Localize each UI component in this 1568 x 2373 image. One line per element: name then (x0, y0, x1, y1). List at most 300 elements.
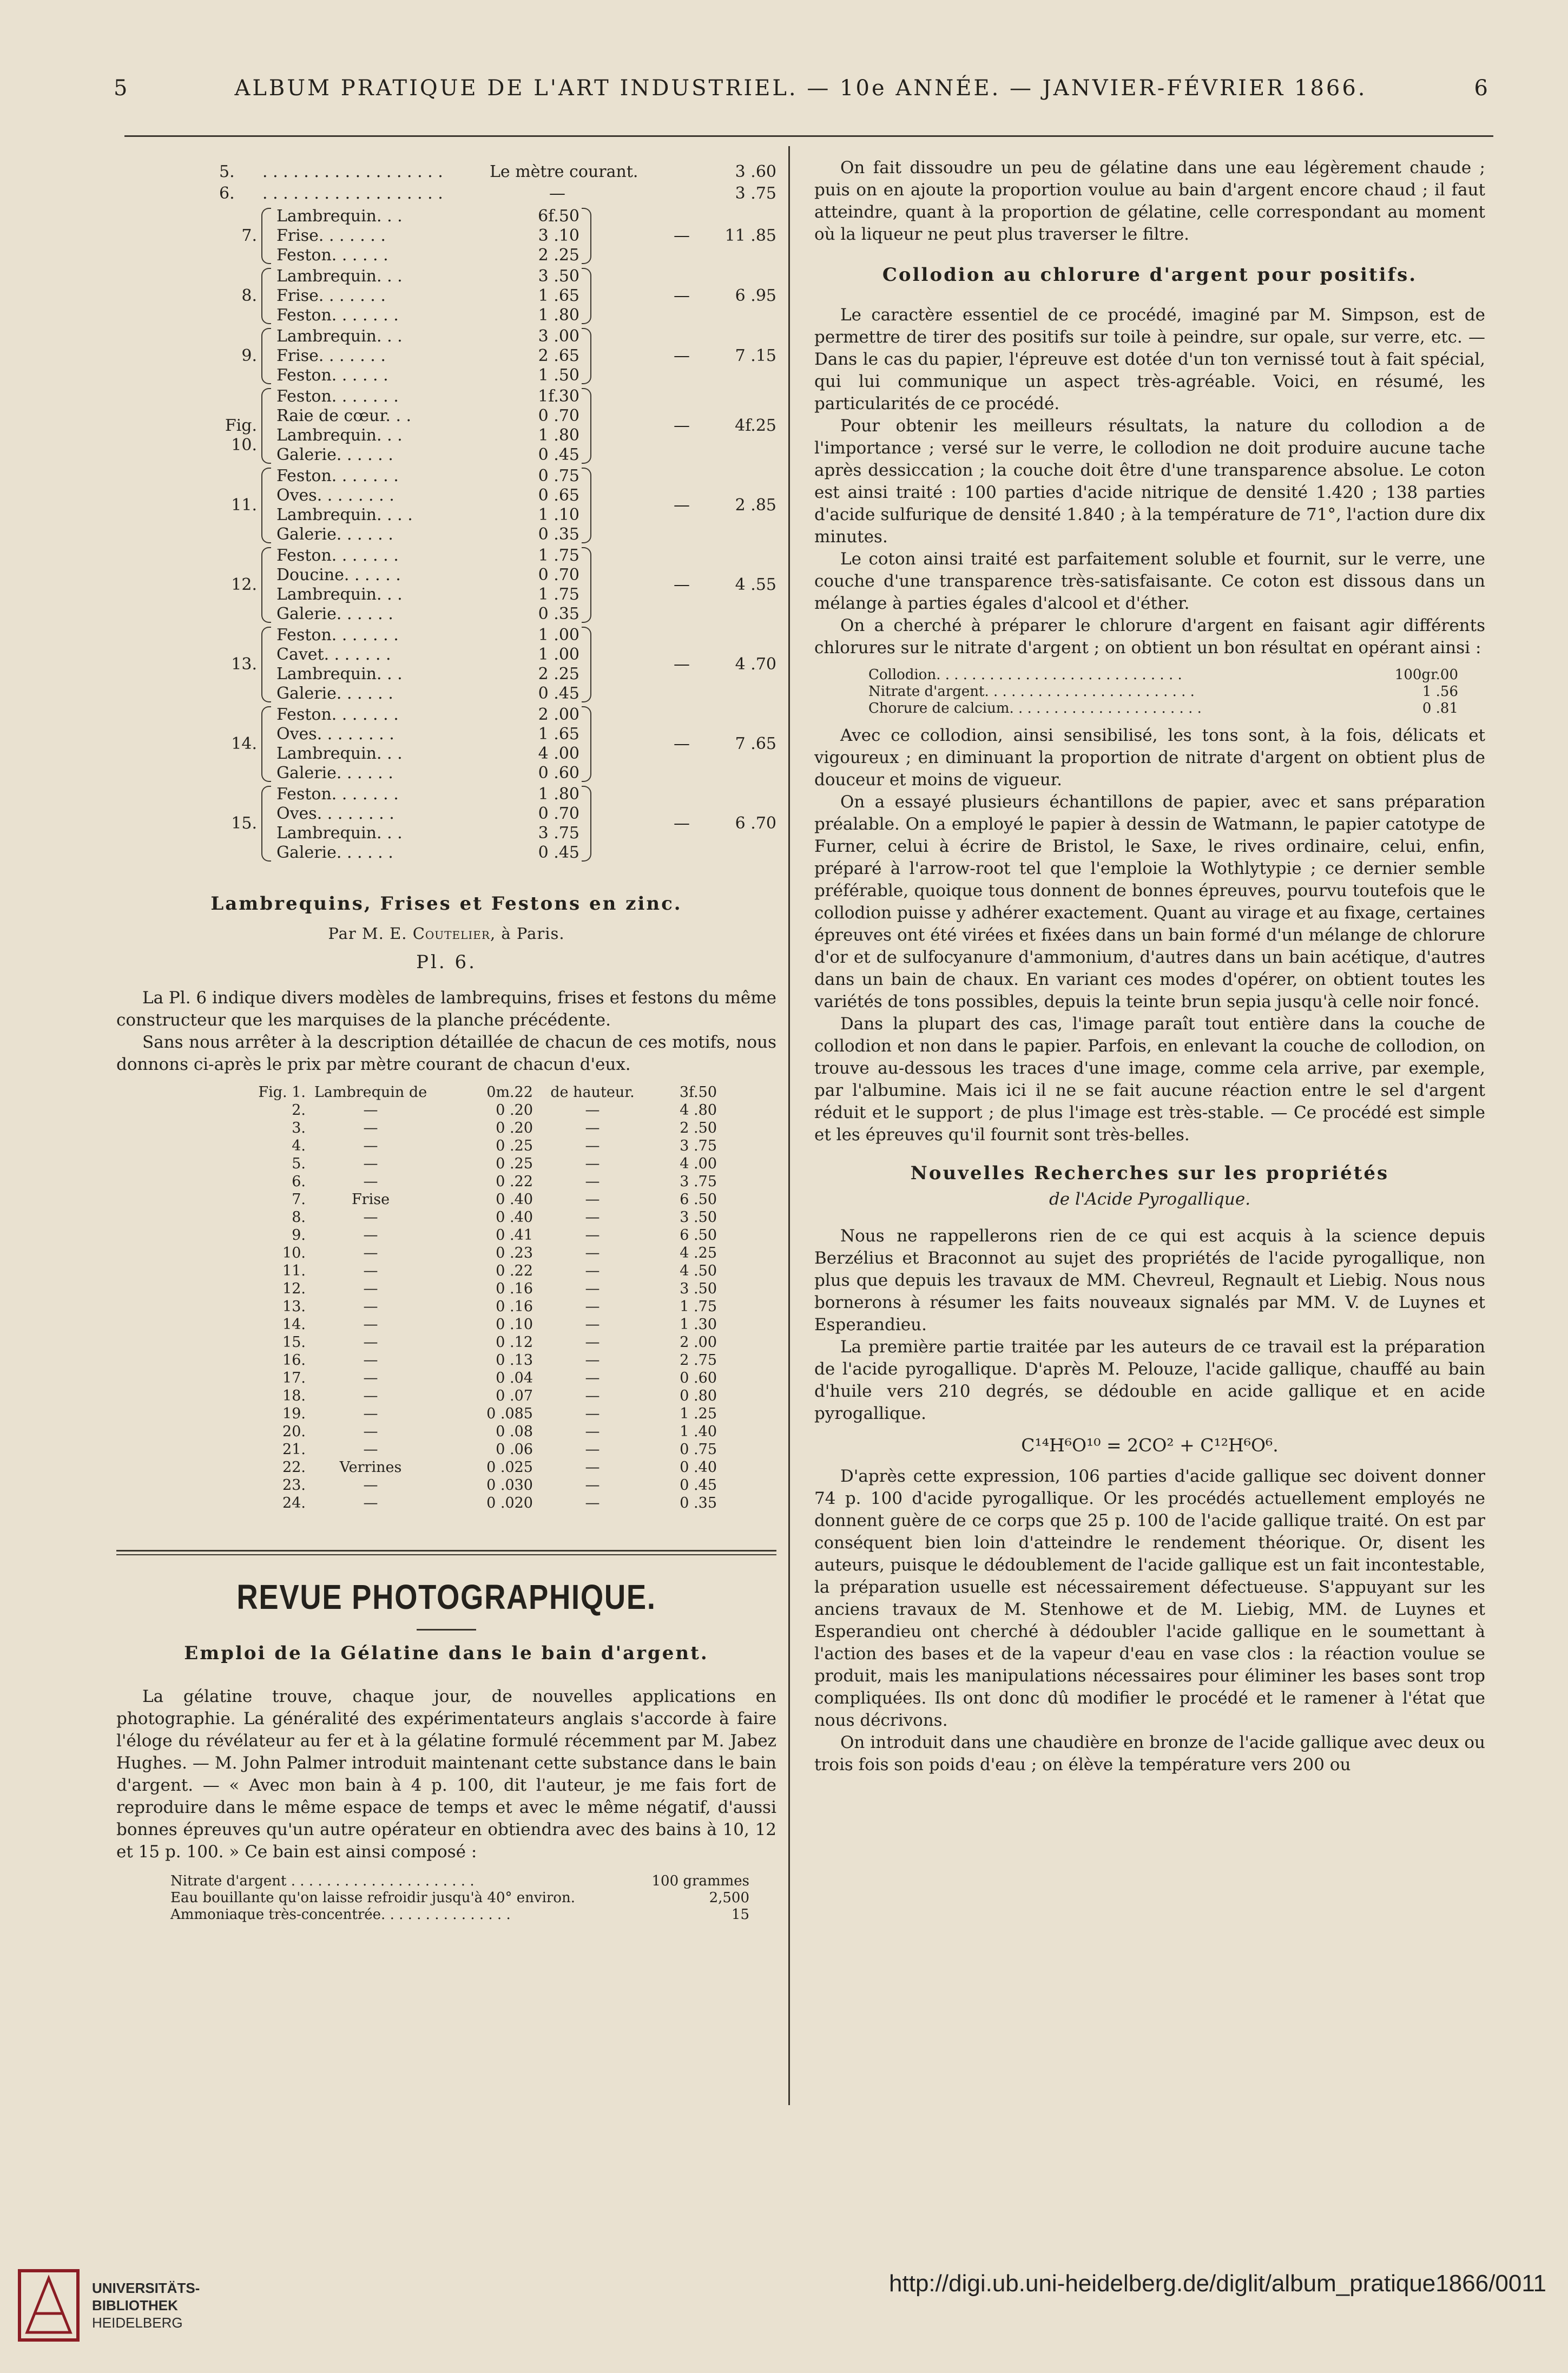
item-type: — (363, 1280, 378, 1297)
height-label: — (585, 1209, 600, 1226)
table-row (116, 1494, 776, 1512)
table-row (116, 1262, 776, 1280)
item-type: — (363, 1405, 378, 1422)
figure-number: 3. (292, 1120, 306, 1136)
table-row (116, 1119, 776, 1137)
height-value: 0 .20 (496, 1120, 533, 1136)
figure-number: 23. (282, 1477, 306, 1494)
price-value: 2 .00 (680, 1334, 717, 1351)
list-item (814, 667, 1485, 683)
price-group (116, 327, 776, 385)
page-number-right: 6 (1474, 76, 1488, 101)
price-value: 3f.50 (679, 1084, 717, 1101)
paragraph: La première partie traitée par les auteurs de ce travail est la préparation de l'acide pyrogallique. D'après M. Pelouze, l'acide gallique, chauffé au bain d'huile vers 210 degrés, se dédouble en acide gallique et en acide pyrogallique. (814, 1337, 1485, 1423)
figure-number: 15. (282, 1334, 306, 1351)
group-item (276, 604, 579, 624)
figure-number: 22. (282, 1459, 306, 1476)
table-row (116, 1441, 776, 1458)
item-type: — (363, 1316, 378, 1333)
paragraph: Nous ne rappellerons rien de ce qui est acquis à la science depuis Berzélius et Braconnot au sujet des propriétés de l'acide pyrogallique, non plus que depuis les travaux de MM. Chevreul, Regnault et Liebig. Nous nous bornerons à résumer les faits nouveaux signalés par MM. V. de Luynes et Esperandieu. (814, 1226, 1485, 1335)
price-group (116, 785, 776, 863)
item-price: 0 .35 (538, 604, 579, 623)
figure-number: 17. (282, 1370, 306, 1386)
group-item (276, 366, 579, 385)
item-price: 1 .00 (538, 645, 579, 664)
group-item (276, 207, 579, 226)
item-label: Feston. . . . . . . (276, 306, 399, 325)
brace-right (582, 627, 591, 702)
group-item (276, 744, 579, 764)
list-item (116, 1907, 776, 1923)
price-group (116, 546, 776, 624)
table-row (116, 1458, 776, 1476)
column-rule (788, 146, 790, 2105)
group-item (276, 226, 579, 246)
group-item (276, 406, 579, 426)
logo-line: UNIVERSITÄTS- (92, 2280, 200, 2296)
item-price: 1 .50 (538, 366, 579, 385)
figure-number: 18. (282, 1388, 306, 1404)
logo-line: BIBLIOTHEK (92, 2297, 178, 2313)
height-label: — (585, 1102, 600, 1119)
figure-number: 5. (292, 1155, 306, 1172)
revue-title: REVUE PHOTOGRAPHIQUE. (236, 1577, 656, 1616)
height-value: 0 .22 (496, 1263, 533, 1279)
page-number-left: 5 (114, 76, 128, 101)
item-label: Feston. . . . . . . (276, 387, 399, 406)
height-label: — (585, 1155, 600, 1172)
dash: — (674, 226, 690, 245)
item-price: 1 .80 (538, 785, 579, 804)
left-column (116, 157, 776, 1923)
figure-number: Fig. 1. (258, 1084, 306, 1101)
item-type: — (363, 1155, 378, 1172)
height-label: — (585, 1388, 600, 1404)
height-value: 0 .020 (486, 1495, 533, 1511)
group-item (276, 546, 579, 566)
ingredient-quantity: 100gr.00 (1394, 667, 1458, 683)
group-item (276, 725, 579, 744)
brace-right (582, 468, 591, 543)
item-price: 0 .65 (538, 486, 579, 505)
item-price: 6f.50 (538, 207, 579, 226)
chemical-formula: C¹⁴H⁶O¹⁰ = 2CO² + C¹²H⁶O⁶. (1021, 1435, 1279, 1456)
ingredient-name: Nitrate d'argent . . . . . . . . . . . . . . . . . . . . . (170, 1873, 475, 1889)
item-price: 1 .80 (538, 426, 579, 445)
paragraph: Pour obtenir les meilleurs résultats, la nature du collodion a de l'importance ; versé sur le verre, le collodion ne doit produire aucune tache après dessiccation ; la couche doit être d'une transparence absolue. Le coton est ainsi traité : 100 parties d'acide nitrique de densité 1.420 ; 138 parties d'acide sulfurique de densité 1.840 ; à la température de 71°, l'action dure dix minutes. (814, 416, 1485, 547)
group-number: 7. (241, 226, 257, 245)
table-row (116, 1101, 776, 1119)
group-item (276, 684, 579, 704)
figure-number: 21. (282, 1441, 306, 1458)
item-label: Lambrequin. . . (276, 665, 403, 683)
ingredient-quantity: 15 (731, 1907, 749, 1923)
table-row (116, 1083, 776, 1101)
table-row (116, 1405, 776, 1423)
dash: — (674, 416, 690, 435)
group-total: 7 .15 (735, 346, 776, 365)
item-price: 3 .75 (538, 824, 579, 843)
paragraph: Dans la plupart des cas, l'image paraît tout entière dans la couche de collodion et non dans le papier. Parfois, en enlevant la couche de collodion, on trouve au-dessous les traces d'une image, comme cela arrive, par exemple, par l'albumine. Mais ici il ne se fait aucune réaction entre le sel d'argent réduit et le support ; de plus l'image est très-stable. — Ce procédé est simple et les épreuves qu'il fournit sont très-belles. (814, 1014, 1485, 1145)
table-row (116, 1191, 776, 1208)
figure-number: 13. (282, 1298, 306, 1315)
group-number: 11. (231, 496, 257, 515)
item-label: Lambrequin. . . (276, 824, 403, 843)
item-label: Lambrequin. . . (276, 207, 403, 226)
item-label: Lambrequin. . . (276, 585, 403, 604)
height-label: — (585, 1352, 600, 1369)
item-type: — (363, 1334, 378, 1351)
item-price: 0 .60 (538, 764, 579, 783)
height-value: 0 .025 (486, 1459, 533, 1476)
price-value: 0 .75 (680, 1441, 717, 1458)
dash: — (674, 346, 690, 365)
group-item (276, 764, 579, 783)
group-number: 13. (231, 655, 257, 674)
item-label: Lambrequin. . . (276, 267, 403, 286)
byline-prefix: Par M. E. (328, 924, 407, 943)
height-value: 0 .07 (496, 1388, 533, 1404)
dash: — (674, 734, 690, 753)
figure-number: 2. (292, 1102, 306, 1119)
height-value: 0 .10 (496, 1316, 533, 1333)
running-header (114, 76, 1488, 108)
brace-right (582, 328, 591, 384)
item-label: Feston. . . . . . (276, 246, 388, 265)
paragraph: Avec ce collodion, ainsi sensibilisé, les tons sont, à la fois, délicats et vigoureux ; en diminuant la proportion de nitrate d'argent on obtient plus de douceur et moins de vigueur. (814, 726, 1485, 790)
height-value: 0 .04 (496, 1370, 533, 1386)
item-price: 1 .65 (538, 725, 579, 744)
height-value: 0 .12 (496, 1334, 533, 1351)
item-price: 0 .70 (538, 804, 579, 823)
item-price: 0 .70 (538, 406, 579, 425)
brace-left (261, 388, 271, 464)
section-title-zinc: Lambrequins, Frises et Festons en zinc. (210, 893, 682, 915)
height-value: 0 .13 (496, 1352, 533, 1369)
paragraph: Le caractère essentiel de ce procédé, imaginé par M. Simpson, est de permettre de tirer des positifs sur toile à peindre, sur opale, sur verre, etc. — Dans le cas du papier, l'épreuve est dotée d'un ton vernissé tout à fait spécial, qui lui communique un aspect très-agréable. Voici, en résumé, les particularités de ce procédé. (814, 305, 1485, 413)
item-type: — (363, 1227, 378, 1244)
group-item (276, 804, 579, 824)
group-total: 6 .95 (735, 286, 776, 305)
item-label: Cavet. . . . . . . (276, 645, 391, 664)
brace-left (261, 328, 271, 384)
paragraph: La Pl. 6 indique divers modèles de lambrequins, frises et festons du même constructeur que les marquises de la planche précédente. (116, 988, 776, 1030)
item-label: Feston. . . . . . . (276, 626, 399, 645)
height-label: — (585, 1405, 600, 1422)
table-row (116, 1333, 776, 1351)
item-price: 3 .50 (538, 267, 579, 286)
height-value: 0 .16 (496, 1298, 533, 1315)
brace-right (582, 706, 591, 782)
item-price: 1 .75 (538, 585, 579, 604)
group-total: 4f.25 (735, 416, 776, 435)
item-label: Oves. . . . . . . . (276, 804, 394, 823)
paragraph: D'après cette expression, 106 parties d'acide gallique sec doivent donner 74 p. 100 d'acide pyrogallique. Or les procédés actuellement employés ne donnent guère de ce corps que 25 p. 100 de l'acide gallique traité. On est par conséquent bien loin d'atteindre le rendement théorique. Or, disent les auteurs, puisque le dédoublement de l'acide gallique est un fait incontestable, la préparation usuelle est nécessairement défectueuse. S'appuyant sur les anciens travaux de M. Stenhowe et de M. Liebig, MM. de Luynes et Esperandieu ont cherché à dédoubler l'acide gallique en le soumettant à l'action des bases et de la vapeur d'eau en vase clos : la réaction voulue se produit, mais les manipulations nécessaires pour éliminer les bases sont trop compliquées. Ils ont donc dû modifier le procédé et le ramener à l'état que nous décrivons. (814, 1467, 1485, 1730)
item-label: Galerie. . . . . . (276, 684, 393, 703)
item-label: Raie de cœur. . . (276, 406, 412, 425)
height-value: 0 .41 (496, 1227, 533, 1244)
section-title-gelatine: Emploi de la Gélatine dans le bain d'argent. (184, 1642, 709, 1664)
item-label: Galerie. . . . . . (276, 843, 393, 862)
unit-label: Le mètre courant. (490, 162, 638, 181)
double-rule-top (116, 1550, 776, 1552)
ingredient-quantity: 2,500 (709, 1890, 749, 1906)
item-type: — (363, 1423, 378, 1440)
price-value: 6 .50 (680, 1227, 717, 1244)
group-number: Fig. 10. (225, 416, 257, 455)
row-number: 6. (219, 184, 235, 203)
header-rule (124, 135, 1493, 137)
item-label: Feston. . . . . . . (276, 785, 399, 804)
item-type: — (363, 1352, 378, 1369)
price-value: 3 .75 (680, 1138, 717, 1154)
table-row (116, 1208, 776, 1226)
item-label: Lambrequin. . . . (276, 505, 413, 524)
height-label: — (585, 1173, 600, 1190)
leader-dots: . . . . . . . . . . . . . . . . . . (262, 162, 443, 181)
table-row (116, 1316, 776, 1333)
ingredient-quantity: 100 grammes (651, 1873, 749, 1889)
item-label: Feston. . . . . . . (276, 466, 399, 485)
group-item (276, 785, 579, 804)
price-value: 0 .35 (680, 1495, 717, 1511)
figure-number: 11. (282, 1263, 306, 1279)
brace-right (582, 547, 591, 623)
ingredient-quantity: 1 .56 (1422, 683, 1458, 700)
height-label: — (585, 1298, 600, 1315)
row-price: 3 .75 (735, 184, 776, 203)
item-price: 2 .25 (538, 246, 579, 265)
item-price: 1 .00 (538, 626, 579, 645)
item-type: — (363, 1263, 378, 1279)
item-price: 0 .45 (538, 445, 579, 464)
item-label: Galerie. . . . . . (276, 604, 393, 623)
item-type: — (363, 1138, 378, 1154)
item-type: — (363, 1441, 378, 1458)
short-rule (417, 1629, 476, 1631)
group-item (276, 566, 579, 585)
brace-right (582, 388, 591, 464)
item-price: 1 .75 (538, 546, 579, 565)
price-list (116, 157, 776, 877)
item-price: 0 .45 (538, 684, 579, 703)
brace-right (582, 208, 591, 264)
price-group (116, 387, 776, 465)
height-value: 0 .40 (496, 1191, 533, 1208)
item-type: — (363, 1477, 378, 1494)
brace-left (261, 547, 271, 623)
right-column (814, 157, 1485, 1776)
paragraph: On a cherché à préparer le chlorure d'argent en faisant agir différents chlorures sur le nitrate d'argent ; on obtient un bon résultat en opérant ainsi : (814, 616, 1485, 658)
ingredient-quantity: 0 .81 (1422, 700, 1458, 716)
height-label: — (585, 1370, 600, 1386)
height-value: 0 .06 (496, 1441, 533, 1458)
price-value: 4 .25 (680, 1245, 717, 1261)
height-value: 0 .22 (496, 1173, 533, 1190)
item-label: Oves. . . . . . . . (276, 725, 394, 744)
group-item (276, 505, 579, 525)
group-item (276, 327, 579, 346)
figure-number: 8. (292, 1209, 306, 1226)
item-price: 2 .65 (538, 346, 579, 365)
item-price: 1 .80 (538, 306, 579, 325)
group-number: 9. (241, 346, 257, 365)
price-value: 2 .50 (680, 1120, 717, 1136)
item-price: 1 .65 (538, 286, 579, 305)
height-label: de hauteur. (550, 1084, 635, 1101)
item-type: — (363, 1388, 378, 1404)
item-price: 0 .35 (538, 525, 579, 544)
item-price: 3 .10 (538, 226, 579, 245)
price-value: 4 .00 (680, 1155, 717, 1172)
item-type: — (363, 1370, 378, 1386)
group-item (276, 645, 579, 665)
figure-number: 24. (282, 1495, 306, 1511)
list-item (116, 1873, 776, 1890)
price-value: 6 .50 (680, 1191, 717, 1208)
height-label: — (585, 1227, 600, 1244)
leader-dots: . . . . . . . . . . . . . . . . . . (262, 184, 443, 203)
item-type: Frise (351, 1191, 390, 1208)
group-number: 8. (241, 286, 257, 305)
height-label: — (585, 1138, 600, 1154)
height-value: 0 .030 (486, 1477, 533, 1494)
group-total: 2 .85 (735, 496, 776, 515)
section-title-collodion: Collodion au chlorure d'argent pour positifs. (882, 264, 1418, 286)
ingredient-name: Eau bouillante qu'on laisse refroidir jusqu'à 40° environ. (170, 1890, 576, 1906)
item-label: Doucine. . . . . . (276, 566, 401, 584)
figure-number: 6. (292, 1173, 306, 1190)
price-row-6 (116, 184, 776, 203)
price-value: 0 .60 (680, 1370, 717, 1386)
item-price: 4 .00 (538, 744, 579, 763)
group-number: 14. (231, 734, 257, 753)
item-price: 0 .45 (538, 843, 579, 862)
ingredient-name: Collodion. . . . . . . . . . . . . . . . . . . . . . . . . . . . (868, 667, 1182, 683)
height-label: — (585, 1423, 600, 1440)
item-type: — (363, 1102, 378, 1119)
height-label: — (585, 1191, 600, 1208)
price-value: 0 .40 (680, 1459, 717, 1476)
ingredient-name: Nitrate d'argent. . . . . . . . . . . . . . . . . . . . . . . . (868, 683, 1195, 700)
group-item (276, 585, 579, 604)
price-value: 4 .50 (680, 1263, 717, 1279)
height-value: 0 .20 (496, 1102, 533, 1119)
height-label: — (585, 1245, 600, 1261)
price-group (116, 626, 776, 704)
item-price: 1 .10 (538, 505, 579, 524)
figure-number: 9. (292, 1227, 306, 1244)
dash: — (674, 655, 690, 674)
brace-left (261, 208, 271, 264)
price-value: 1 .75 (680, 1298, 717, 1315)
item-type: — (363, 1209, 378, 1226)
group-total: 11 .85 (724, 226, 776, 245)
price-value: 2 .75 (680, 1352, 717, 1369)
dash: — (674, 496, 690, 515)
item-label: Frise. . . . . . . (276, 286, 386, 305)
group-item (276, 843, 579, 863)
figure-number: 19. (282, 1405, 306, 1422)
item-label: Frise. . . . . . . (276, 346, 386, 365)
table-row (116, 1387, 776, 1405)
height-value: 0 .40 (496, 1209, 533, 1226)
price-group (116, 705, 776, 783)
item-type: — (363, 1120, 378, 1136)
item-price: 2 .00 (538, 705, 579, 724)
table-row (116, 1476, 776, 1494)
list-item (814, 683, 1485, 700)
height-value: 0 .085 (486, 1405, 533, 1422)
item-price: 0 .75 (538, 466, 579, 485)
brace-left (261, 468, 271, 543)
item-label: Feston. . . . . . . (276, 546, 399, 565)
group-item (276, 267, 579, 286)
group-item (276, 626, 579, 645)
figure-number: 16. (282, 1352, 306, 1369)
table-row (116, 1244, 776, 1262)
byline (116, 924, 776, 943)
item-price: 2 .25 (538, 665, 579, 683)
height-value: 0 .23 (496, 1245, 533, 1261)
group-number: 12. (231, 575, 257, 594)
item-label: Galerie. . . . . . (276, 445, 393, 464)
byline-name: Coutelier (412, 924, 490, 943)
item-type: Verrines (339, 1459, 402, 1476)
group-total: 4 .70 (735, 655, 776, 674)
price-value: 3 .50 (680, 1209, 717, 1226)
section-title-pyrogallique: Nouvelles Recherches sur les propriétés (910, 1162, 1389, 1184)
brace-left (261, 627, 271, 702)
source-url-link[interactable]: http://digi.ub.uni-heidelberg.de/diglit/album_pratique1866/0011 (889, 2270, 1546, 2297)
brace-right (582, 268, 591, 324)
height-label: — (585, 1441, 600, 1458)
row-price: 3 .60 (735, 162, 776, 181)
brace-right (582, 786, 591, 862)
item-label: Oves. . . . . . . . (276, 486, 394, 505)
dash: — (674, 814, 690, 833)
height-value: 0 .08 (496, 1423, 533, 1440)
item-price: 3 .00 (538, 327, 579, 346)
item-price: 1f.30 (538, 387, 579, 406)
item-label: Lambrequin. . . (276, 426, 403, 445)
group-item (276, 346, 579, 366)
figure-number: 7. (292, 1191, 306, 1208)
list-item (814, 700, 1485, 717)
height-label: — (585, 1280, 600, 1297)
item-type: — (363, 1298, 378, 1315)
byline-suffix: , à Paris. (490, 924, 565, 943)
figure-number: 12. (282, 1280, 306, 1297)
dash: — (674, 286, 690, 305)
table-row (116, 1423, 776, 1441)
table-row (116, 1351, 776, 1369)
group-item (276, 387, 579, 406)
ingredient-name: Ammoniaque très-concentrée. . . . . . . . . . . . . . . (170, 1907, 511, 1923)
brace-left (261, 706, 271, 782)
height-label: — (585, 1316, 600, 1333)
group-item (276, 665, 579, 684)
height-value: 0 .25 (496, 1138, 533, 1154)
price-value: 3 .75 (680, 1173, 717, 1190)
price-group (116, 466, 776, 544)
height-value: 0m.22 (486, 1084, 533, 1101)
item-type: Lambrequin de (314, 1084, 427, 1101)
height-label: — (585, 1120, 600, 1136)
figure-number: 20. (282, 1423, 306, 1440)
double-rule-bottom (116, 1554, 776, 1555)
group-item (276, 246, 579, 265)
